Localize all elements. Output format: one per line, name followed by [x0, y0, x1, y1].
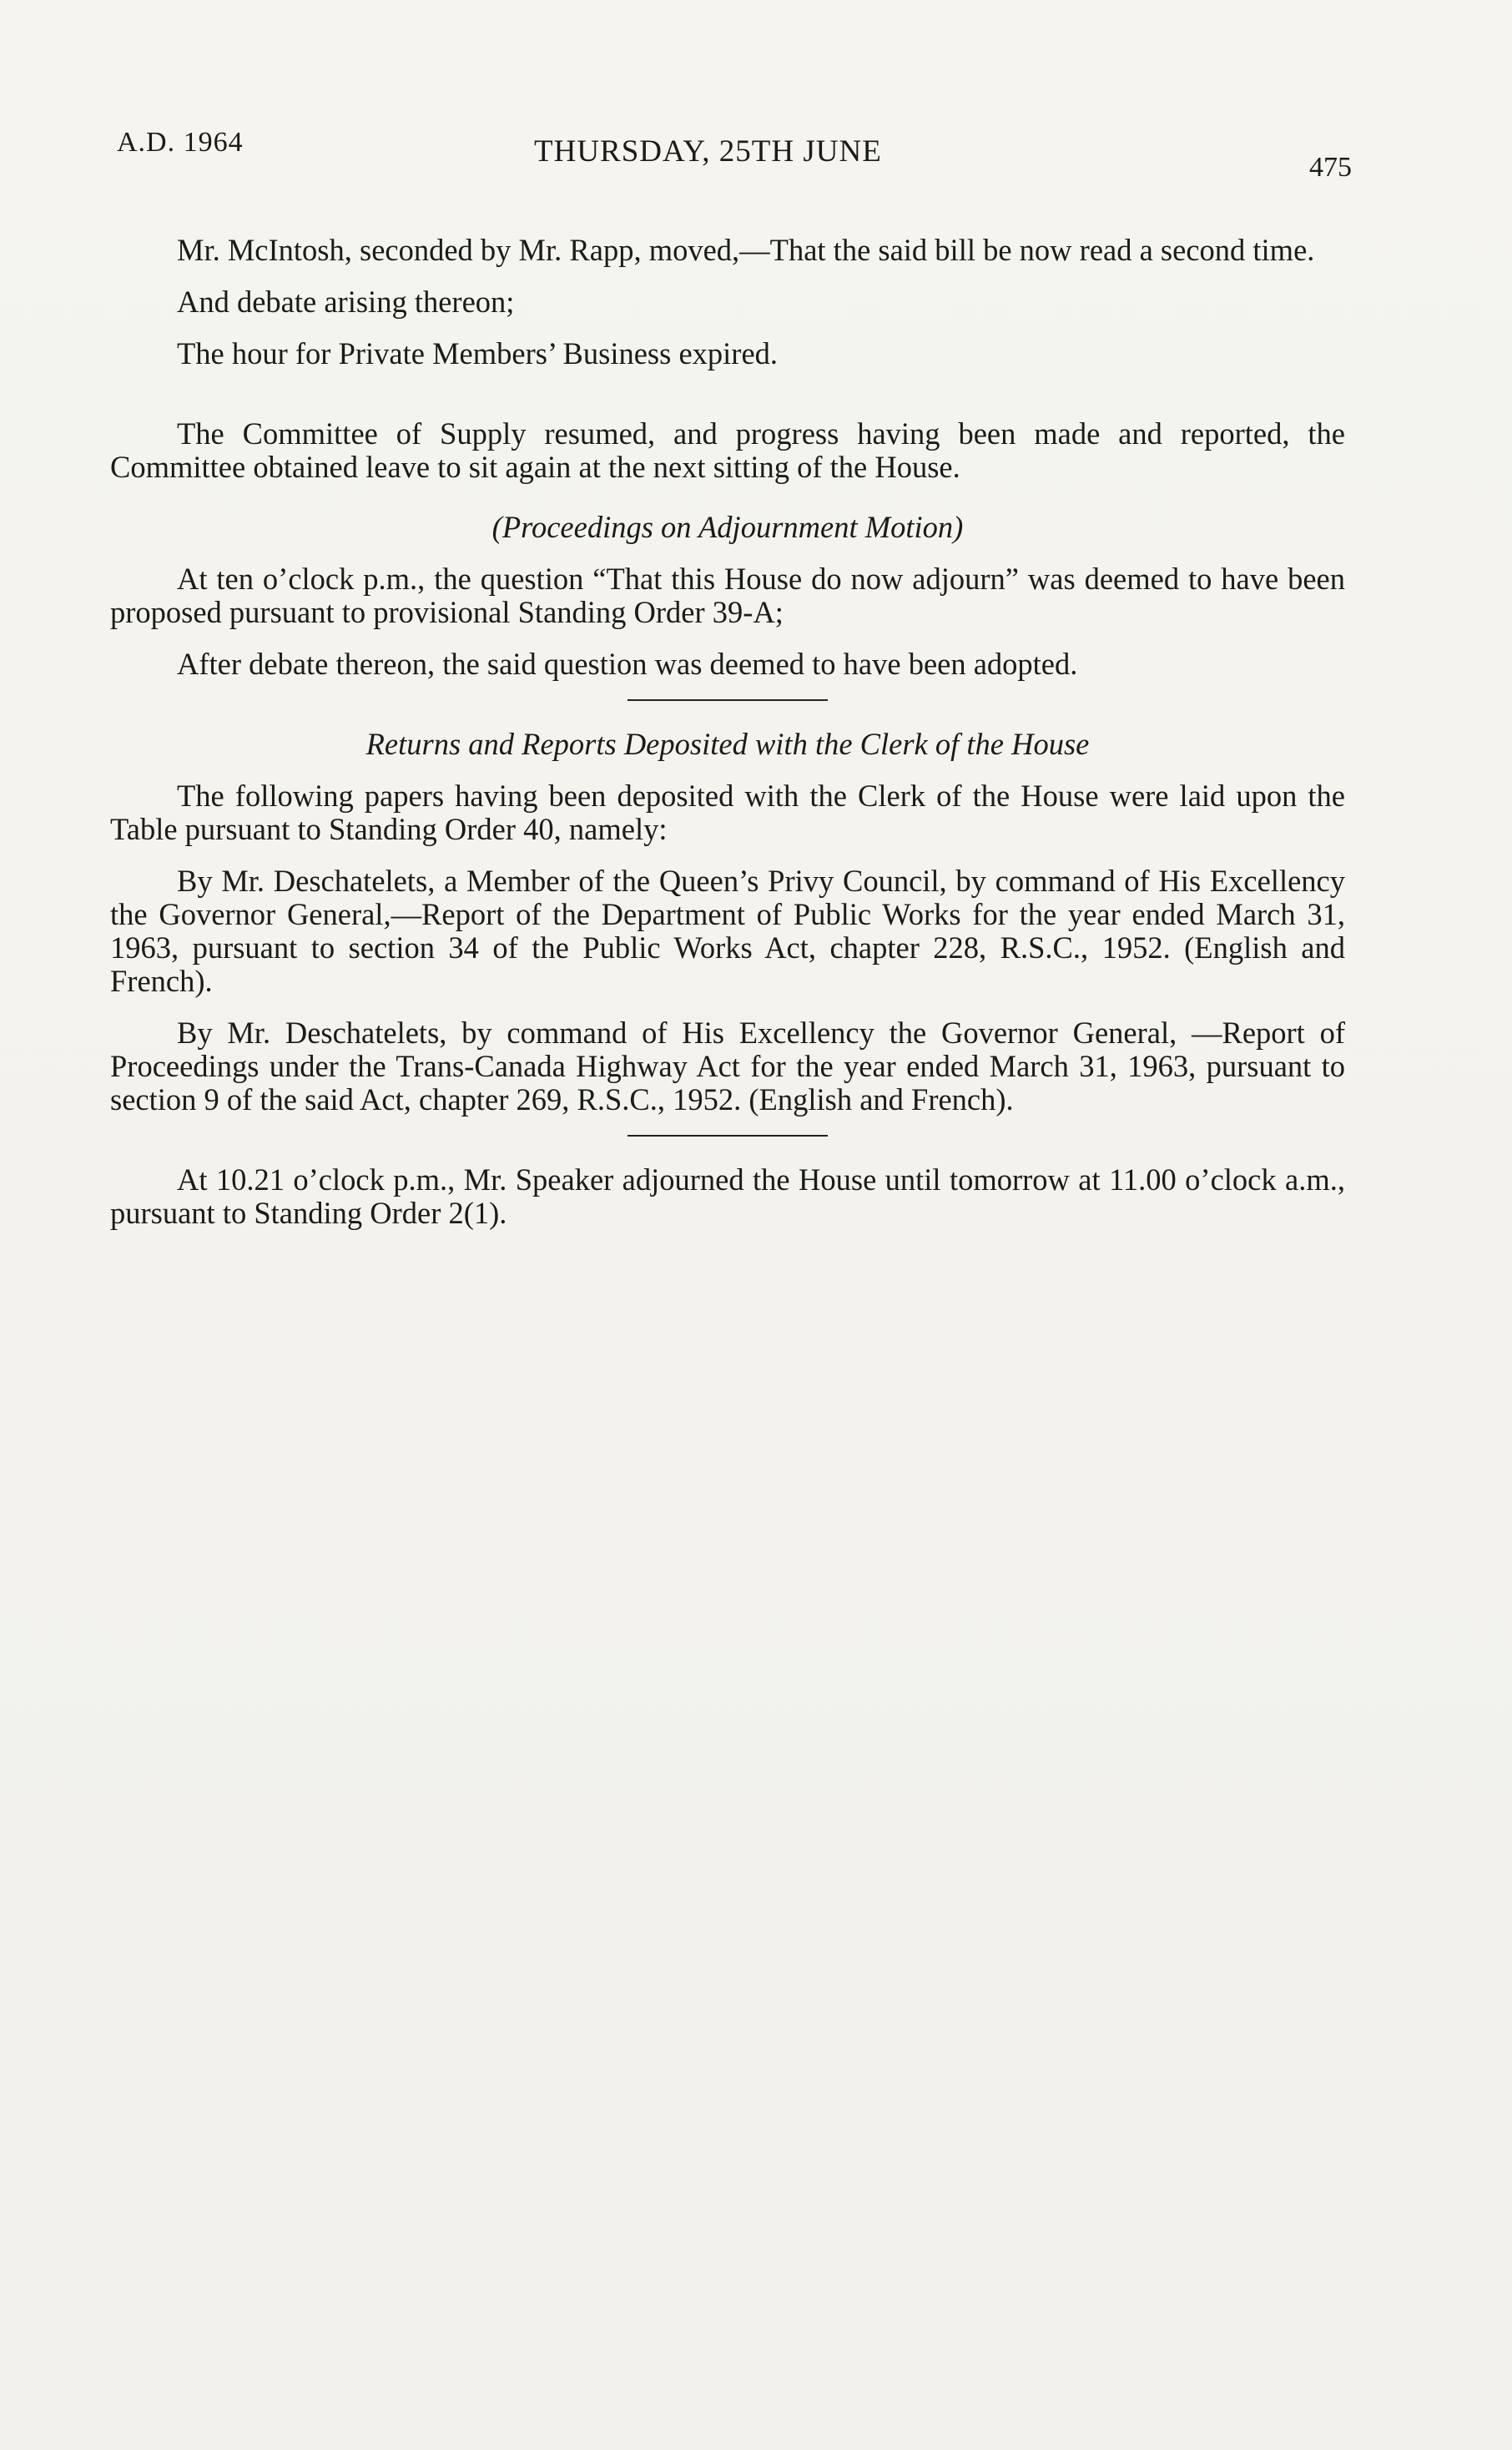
page-header — [117, 127, 1352, 183]
heading-adjournment-motion: (Proceedings on Adjournment Motion) — [491, 510, 964, 544]
header-year: A.D. 1964 — [117, 127, 244, 158]
paragraph-adjourn-question: At ten o’clock p.m., the question “That this House do now adjourn” was deemed to have been proposed pursuant to provisional Standing Order 39-A; — [110, 562, 1345, 629]
paragraph-debate-arising: And debate arising thereon; — [177, 285, 515, 319]
paragraph-motion-second-reading: Mr. McIntosh, seconded by Mr. Rapp, moved,—That the said bill be now read a second time. — [177, 233, 1315, 267]
page-number: 475 — [1309, 152, 1352, 183]
paragraph-highway-report: By Mr. Deschatelets, by command of His Excellency the Governor General, —Report of Proceedings under the Trans-Canada Highway Act for the year ended March 31, 1963, pursuant to section 9 of the said Act, chapter 269, R.S.C., 1952. (English and French). — [110, 1016, 1345, 1117]
paragraph-question-adopted: After debate thereon, the said question was deemed to have been adopted. — [177, 647, 1078, 681]
page-body — [110, 234, 1345, 1230]
paragraph-committee-supply: The Committee of Supply resumed, and progress having been made and reported, the Committee obtained leave to sit again at the next sitting of the House. — [110, 416, 1345, 484]
paragraph-papers-deposited: The following papers having been deposited with the Clerk of the House were laid upon the Table pursuant to Standing Order 40, namely: — [110, 779, 1345, 846]
paragraph-house-adjourned: At 10.21 o’clock p.m., Mr. Speaker adjourned the House until tomorrow at 11.00 o’clock a.m., pursuant to Standing Order 2(1). — [110, 1162, 1345, 1230]
heading-returns-reports: Returns and Reports Deposited with the Clerk of the House — [365, 727, 1090, 761]
paragraph-hour-expired: The hour for Private Members’ Business expired. — [177, 336, 779, 371]
paragraph-public-works-report: By Mr. Deschatelets, a Member of the Queen’s Privy Council, by command of His Excellency the Governor General,—Report of the Department of Public Works for the year ended March 31, 1963, pursuant to section 34 of the Public Works Act, chapter 228, R.S.C., 1952. (English and French). — [110, 864, 1345, 998]
header-date: THURSDAY, 25TH JUNE — [534, 134, 882, 169]
